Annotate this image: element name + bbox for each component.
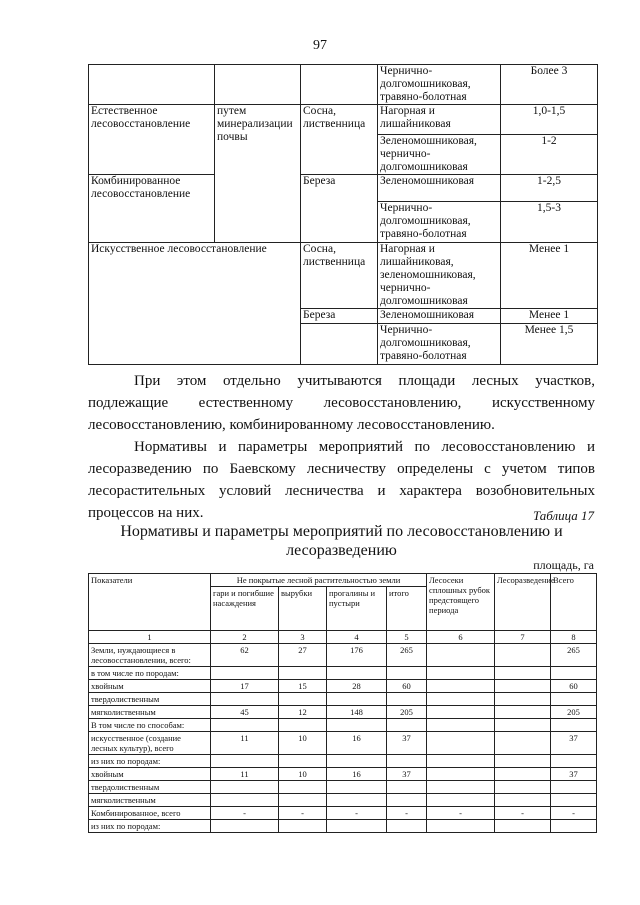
table-row [89, 175, 598, 202]
table-cell [551, 820, 597, 833]
table-cell [427, 781, 495, 794]
table-cell [387, 719, 427, 732]
table-cell [279, 667, 327, 680]
table-cell [495, 755, 551, 768]
table-cell [495, 706, 551, 719]
column-number: 2 [211, 631, 279, 644]
table-cell [327, 794, 387, 807]
table-cell [301, 324, 378, 365]
table-cell [279, 719, 327, 732]
table-cell [495, 667, 551, 680]
table-cell: 17 [211, 680, 279, 693]
table-cell [427, 706, 495, 719]
row-label: искусственное (создание лесных культур), всего [89, 732, 211, 755]
table-cell: 37 [551, 768, 597, 781]
table-cell [279, 794, 327, 807]
table-cell: 10 [279, 732, 327, 755]
table-cell [211, 719, 279, 732]
header-cell: Лесоразведение [495, 574, 551, 631]
table-row [89, 693, 597, 706]
table-cell [327, 755, 387, 768]
table-cell: Чернично-долгомошниковая, травяно-болотная [378, 324, 501, 365]
table-cell: 62 [211, 644, 279, 667]
table-cell [279, 693, 327, 706]
table-cell: Комбинированное лесовосстановление [89, 175, 215, 243]
header-cell: Показатели [89, 574, 211, 631]
table-cell: путем минерализации почвы [215, 105, 301, 243]
row-label: Комбинированное, всего [89, 807, 211, 820]
table-cell: - [551, 807, 597, 820]
table-cell [551, 693, 597, 706]
column-number: 1 [89, 631, 211, 644]
table-cell: 45 [211, 706, 279, 719]
table-title: Нормативы и параметры мероприятий по лесовосстановлению и лесоразведению [120, 523, 563, 559]
table-cell [551, 719, 597, 732]
table-cell: Искусственное лесовосстановление [89, 243, 301, 365]
table-cell [211, 667, 279, 680]
table-cell: 27 [279, 644, 327, 667]
table-cell [427, 644, 495, 667]
table-row [89, 807, 597, 820]
column-number-row [89, 631, 597, 644]
table-cell: Береза [301, 309, 378, 324]
column-number: 6 [427, 631, 495, 644]
row-label: твердолиственным [89, 693, 211, 706]
table-row [89, 794, 597, 807]
table-cell: 28 [327, 680, 387, 693]
table-cell [495, 781, 551, 794]
table-cell [327, 693, 387, 706]
regeneration-methods-table [88, 64, 598, 365]
table-cell: 1-2 [501, 135, 598, 175]
table-row [89, 644, 597, 667]
table-cell: Естественное лесовосстановление [89, 105, 215, 175]
table-cell [387, 755, 427, 768]
table-cell [495, 693, 551, 706]
table-cell: 12 [279, 706, 327, 719]
header-cell: Лесосеки сплошных рубок предстоящего периода [427, 574, 495, 631]
table-row [89, 680, 597, 693]
table-cell: 205 [551, 706, 597, 719]
body-paragraph: При этом отдельно учитываются площади лесных участков, подлежащие естественному лесовосстановлению, искусственному лесовосстановлению, комбинированному лесовосстановлению. [88, 373, 595, 433]
table-cell [211, 693, 279, 706]
table-cell [211, 755, 279, 768]
table-cell: Нагорная и лишайниковая, зеленомошниковая, чернично-долгомошниковая [378, 243, 501, 309]
table-row [89, 755, 597, 768]
table-cell: 16 [327, 732, 387, 755]
units-label: площадь, га [533, 558, 594, 572]
table-cell: 11 [211, 732, 279, 755]
table-cell: - [211, 807, 279, 820]
norms-table [88, 573, 597, 833]
table-cell: 1,5-3 [501, 202, 598, 243]
table-row [89, 768, 597, 781]
header-cell: прогалины и пустыри [327, 587, 387, 631]
table-row [89, 667, 597, 680]
row-label: Земли, нуждающиеся в лесовосстановлении, всего: [89, 644, 211, 667]
table-cell [387, 781, 427, 794]
table-row [89, 781, 597, 794]
header-cell: Не покрытые лесной растительностью земли [211, 574, 427, 587]
table-cell: 60 [387, 680, 427, 693]
table-cell [279, 820, 327, 833]
table-cell: - [279, 807, 327, 820]
column-number: 5 [387, 631, 427, 644]
table-row [89, 820, 597, 833]
table-cell: Менее 1 [501, 243, 598, 309]
table-cell: Менее 1,5 [501, 324, 598, 365]
table-cell: Зеленомошниковая, чернично-долгомошниковая [378, 135, 501, 175]
body-paragraph: Нормативы и параметры мероприятий по лесовосстановлению и лесоразведению по Баевскому лесничеству определены с учетом типов лесорастительных условий лесничества и характера возобновительных процессов на них. [88, 439, 595, 521]
table-cell: - [427, 807, 495, 820]
row-label: хвойным [89, 680, 211, 693]
table-cell [301, 65, 378, 105]
table-cell: 148 [327, 706, 387, 719]
table-cell [495, 794, 551, 807]
column-number: 7 [495, 631, 551, 644]
table-cell [427, 732, 495, 755]
table-cell [89, 65, 215, 105]
row-label: хвойным [89, 768, 211, 781]
table-cell: 16 [327, 768, 387, 781]
table-cell [427, 693, 495, 706]
table-cell: 15 [279, 680, 327, 693]
table-cell: 265 [551, 644, 597, 667]
header-cell: гари и погибшие насаждения [211, 587, 279, 631]
table-cell: Сосна, лиственница [301, 105, 378, 175]
table-cell: - [387, 807, 427, 820]
table-cell [279, 755, 327, 768]
row-label: В том числе по способам: [89, 719, 211, 732]
table-row [89, 65, 598, 105]
table-cell [551, 755, 597, 768]
table-row [89, 732, 597, 755]
table-cell: 176 [327, 644, 387, 667]
table-cell [427, 719, 495, 732]
table-cell: 205 [387, 706, 427, 719]
table-cell [495, 644, 551, 667]
table-cell: Менее 1 [501, 309, 598, 324]
table-cell [427, 820, 495, 833]
table-cell: 37 [387, 732, 427, 755]
table-cell [495, 732, 551, 755]
table-cell [279, 781, 327, 794]
table-cell [387, 794, 427, 807]
row-label: из них по породам: [89, 820, 211, 833]
table-cell: Сосна, лиственница [301, 243, 378, 309]
row-label: из них по породам: [89, 755, 211, 768]
table-cell [551, 667, 597, 680]
column-number: 4 [327, 631, 387, 644]
header-cell: Всего [551, 574, 597, 631]
table-cell [551, 794, 597, 807]
column-number: 3 [279, 631, 327, 644]
table-cell [427, 667, 495, 680]
table-cell [551, 781, 597, 794]
table-cell [427, 755, 495, 768]
table-cell [427, 680, 495, 693]
table-number: Таблица 17 [532, 508, 594, 523]
table-cell: Зеленомошниковая [378, 175, 501, 202]
table-cell [495, 820, 551, 833]
header-cell: итого [387, 587, 427, 631]
table-cell [387, 820, 427, 833]
table-cell: Чернично-долгомошниковая, травяно-болотная [378, 202, 501, 243]
table-header-row [89, 574, 597, 587]
row-label: в том числе по породам: [89, 667, 211, 680]
column-number: 8 [551, 631, 597, 644]
norms-table-body [89, 644, 597, 833]
table-cell: 60 [551, 680, 597, 693]
table-cell [215, 65, 301, 105]
table-cell: 1-2,5 [501, 175, 598, 202]
row-label: мягколиственным [89, 794, 211, 807]
table-cell [427, 768, 495, 781]
row-label: твердолиственным [89, 781, 211, 794]
table-cell [211, 781, 279, 794]
table-row [89, 719, 597, 732]
table-cell [327, 719, 387, 732]
table-cell: 10 [279, 768, 327, 781]
table-row [89, 243, 598, 309]
row-label: мягколиственным [89, 706, 211, 719]
table-cell [495, 680, 551, 693]
table-cell: Нагорная и лишайниковая [378, 105, 501, 135]
table-cell [327, 667, 387, 680]
table-cell [327, 781, 387, 794]
table-cell: 265 [387, 644, 427, 667]
table-cell [211, 794, 279, 807]
table-cell: 37 [387, 768, 427, 781]
table-cell: - [495, 807, 551, 820]
table-cell: Чернично-долгомошниковая, травяно-болотная [378, 65, 501, 105]
table-cell: 11 [211, 768, 279, 781]
table-cell [387, 693, 427, 706]
table-cell: 1,0-1,5 [501, 105, 598, 135]
table-row [89, 105, 598, 135]
header-cell: вырубки [279, 587, 327, 631]
table-cell: Береза [301, 175, 378, 243]
table-row [89, 706, 597, 719]
table-cell [495, 768, 551, 781]
table-cell [427, 794, 495, 807]
table-cell: - [327, 807, 387, 820]
table-cell: Более 3 [501, 65, 598, 105]
page-number: 97 [313, 38, 327, 53]
table-cell: Зеленомошниковая [378, 309, 501, 324]
table-cell [327, 820, 387, 833]
table-cell [211, 820, 279, 833]
table-cell: 37 [551, 732, 597, 755]
table-cell [495, 719, 551, 732]
table-cell [387, 667, 427, 680]
